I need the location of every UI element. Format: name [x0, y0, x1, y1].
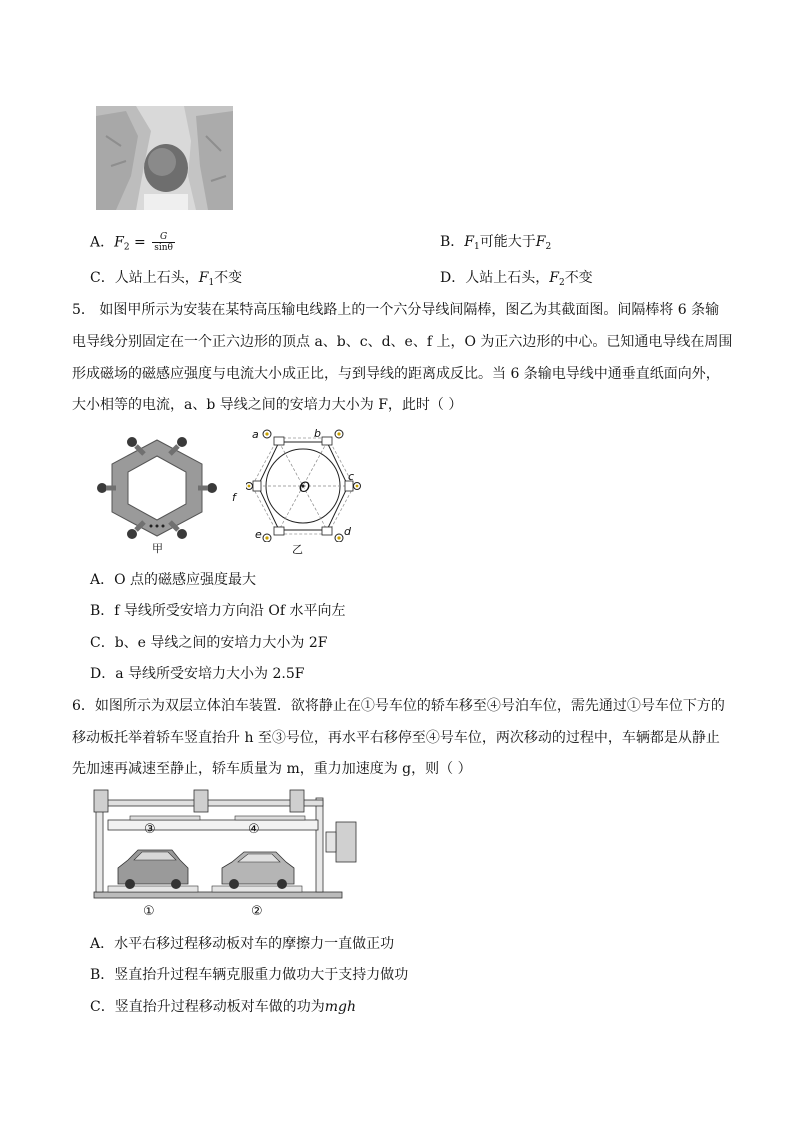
fraction	[152, 232, 175, 253]
spacer-photo-jia	[94, 432, 220, 540]
option-text: 人站上石头，	[465, 270, 550, 286]
point-a-label: a	[252, 428, 259, 441]
subscript: 1	[474, 242, 480, 252]
subscript: 2	[558, 278, 565, 288]
point-d-label: d	[344, 525, 351, 538]
option-text: C．竖直抬升过程移动板对车做的功为	[90, 999, 325, 1015]
symbol-f: F	[114, 234, 124, 251]
slot-4-label: ④	[248, 822, 260, 837]
figure-label-jia: 甲	[152, 542, 163, 555]
symbol-f: F	[198, 270, 209, 286]
fraction-numerator: G	[152, 232, 175, 243]
option-label: A．	[90, 234, 115, 251]
slot-1-label: ①	[143, 904, 155, 919]
parking-diagram	[90, 788, 360, 900]
q6-option-c	[90, 997, 356, 1017]
parking-drawing	[90, 788, 360, 900]
q6-stem-line-2: 移动板托举着轿车竖直抬升 h 至③号位，再水平右移停至④号车位，两次移动的过程中，车辆都是从静止	[72, 730, 720, 746]
option-text: 人站上石头，	[114, 270, 199, 286]
option-label: D．	[440, 270, 466, 286]
subscript: 2	[545, 242, 552, 252]
rock-photo-drawing	[96, 106, 233, 210]
q6-option-a: A．水平右移过程移动板对车的摩擦力一直做正功	[90, 936, 395, 952]
q5-option-b: B．f 导线所受安培力方向沿 Of 水平向左	[90, 603, 346, 619]
option-text: 不变	[564, 270, 593, 286]
spacer-drawing	[94, 432, 220, 540]
q5-option-a: A．O 点的磁感应强度最大	[90, 572, 257, 588]
q6-stem-line-3: 先加速再减速至静止，轿车质量为 m，重力加速度为 g，则（ ）	[72, 761, 472, 777]
q5-stem-line-2: 电导线分别固定在一个正六边形的顶点 a、b、c、d、e、f 上，O 为正六边形的中心。已知通电导线在周围	[72, 334, 733, 350]
point-c-label: c	[348, 470, 355, 483]
point-o-label: O	[299, 480, 311, 496]
q5-option-d: D．a 导线所受安培力大小为 2.5F	[90, 666, 305, 682]
q4-option-b	[440, 232, 551, 257]
math-expression: mgh	[324, 999, 356, 1015]
option-text: 不变	[214, 270, 243, 286]
figure-label-yi: 乙	[292, 543, 303, 556]
symbol-f: F	[535, 234, 546, 250]
q6-option-b: B．竖直抬升过程车辆克服重力做功大于支持力做功	[90, 967, 409, 983]
subscript: 1	[208, 278, 215, 288]
equals-sign: =	[129, 234, 151, 251]
q4-option-c	[90, 268, 242, 293]
fraction-denominator: sinθ	[154, 243, 173, 253]
point-b-label: b	[314, 427, 321, 440]
slot-3-label: ③	[144, 822, 156, 837]
q5-stem-line-4: 大小相等的电流，a、b 导线之间的安培力大小为 F，此时（ ）	[72, 397, 463, 413]
q5-stem-line-1: 5． 如图甲所示为安装在某特高压输电线路上的一个六分导线间隔棒，图乙为其截面图。间隔棒将 6 条输	[72, 302, 720, 318]
option-label: B．	[440, 234, 465, 250]
subscript: 2	[123, 242, 130, 253]
rock-photo	[96, 106, 233, 210]
point-e-label: e	[255, 528, 262, 541]
point-f-label: f	[232, 491, 236, 504]
q4-option-d	[440, 268, 593, 293]
option-text: 可能大于	[479, 234, 536, 250]
q6-stem-line-1: 6．如图所示为双层立体泊车装置．欲将静止在①号车位的轿车移至④号泊车位，需先通过①号车位下方的	[72, 698, 725, 714]
slot-2-label: ②	[251, 904, 263, 919]
q5-stem-line-3: 形成磁场的磁感应强度与电流大小成正比，与到导线的距离成反比。当 6 条输电导线中通垂直纸面向外，	[72, 366, 720, 382]
symbol-f: F	[464, 234, 475, 250]
symbol-f: F	[549, 270, 559, 286]
option-label: C．	[90, 270, 115, 286]
q4-option-a	[90, 232, 177, 258]
q5-option-c: C．b、e 导线之间的安培力大小为 2F	[90, 635, 328, 651]
